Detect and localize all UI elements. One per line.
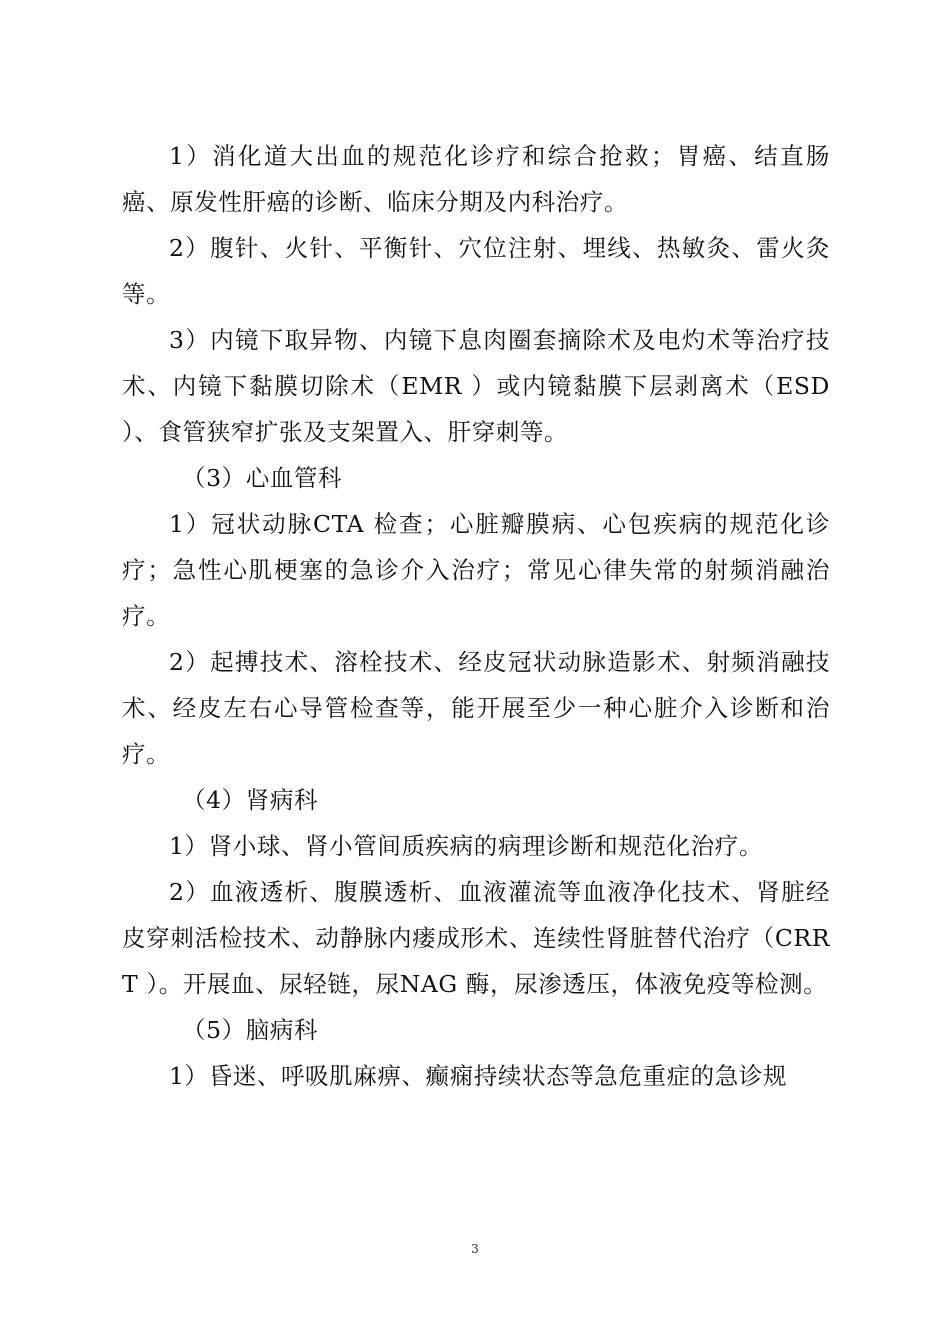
paragraph-cardiology-techniques: 2）起搏技术、溶栓技术、经皮冠状动脉造影术、射频消融技术、经皮左右心导管检查等，能开展至少一种心脏介入诊断和治疗。 (122, 648, 830, 768)
paragraph-nephrology-techniques: 2）血液透析、腹膜透析、血液灌流等血液净化技术、肾脏经皮穿刺活检技术、动静脉内瘘成形术、连续性肾脏替代治疗（CRRT ）。开展血、尿轻链，尿NAG 酶，尿渗透压，体液免疫等检测。 (122, 878, 830, 998)
section-heading-neurology: （5）脑病科 (182, 1016, 319, 1044)
paragraph-neurology-emergency: 1）昏迷、呼吸肌麻痹、癫痫持续状态等急危重症的急诊规 (169, 1062, 788, 1090)
document-body (122, 133, 830, 1099)
paragraph-cardiology-diagnosis: 1）冠状动脉CTA 检查；心脏瓣膜病、心包疾病的规范化诊疗；急性心肌梗塞的急诊介入治疗；常见心律失常的射频消融治疗。 (122, 510, 830, 630)
paragraph-endoscopy-techniques: 3）内镜下取异物、内镜下息肉圈套摘除术及电灼术等治疗技术、内镜下黏膜切除术（EMR ）或内镜黏膜下层剥离术（ESD ）、食管狭窄扩张及支架置入、肝穿刺等。 (122, 326, 830, 446)
page-number: 3 (471, 1242, 479, 1256)
section-heading-cardiology: （3）心血管科 (182, 464, 343, 492)
section-heading-nephrology: （4）肾病科 (182, 786, 319, 814)
paragraph-acupuncture-techniques: 2）腹针、火针、平衡针、穴位注射、埋线、热敏灸、雷火灸等。 (122, 234, 830, 308)
paragraph-nephrology-diagnosis: 1）肾小球、肾小管间质疾病的病理诊断和规范化治疗。 (169, 832, 763, 860)
paragraph-digestive-bleeding: 1）消化道大出血的规范化诊疗和综合抢救；胃癌、结直肠癌、原发性肝癌的诊断、临床分期及内科治疗。 (122, 142, 830, 216)
